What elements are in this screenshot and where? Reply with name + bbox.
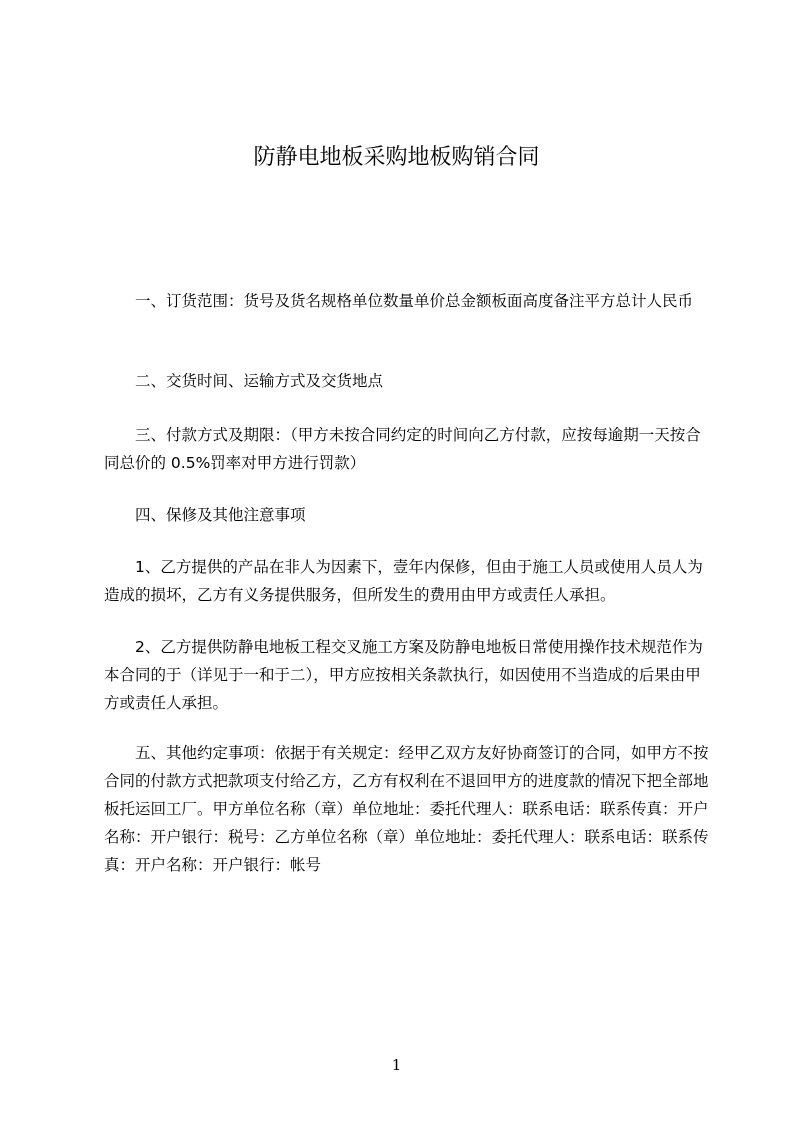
clause-warranty-item-1: 1、乙方提供的产品在非人为因素下，壹年内保修，但由于施工人员或使用人员人为造成的损坏，乙方有义务提供服务，但所发生的费用由甲方或责任人承担。 [104, 558, 703, 604]
clause-payment: 三、付款方式及期限：（甲方未按合同约定的时间向乙方付款，应按每逾期一天按合同总价的 0.5%罚率对甲方进行罚款） [104, 426, 701, 472]
clause-warranty-item-2: 2、乙方提供防静电地板工程交叉施工方案及防静电地板日常使用操作技术规范作为本合同的于（详见于一和于二），甲方应按相关条款执行，如因使用不当造成的后果由甲方或责任人承担。 [104, 638, 703, 712]
clause-other-terms: 五、其他约定事项：依据于有关规定：经甲乙双方友好协商签订的合同，如甲方不按合同的付款方式把款项支付给乙方，乙方有权利在不退回甲方的进度款的情况下把全部地板托运回工厂。甲方单位名称（章）单位地址：委托代理人：联系电话：联系传真：开户名称：开户银行：税号：乙方单位名称（章）单位地址：委托代理人：联系电话：联系传真：开户名称：开户银行：帐号 [104, 744, 709, 874]
clause-order-scope: 一、订货范围：货号及货名规格单位数量单价总金额板面高度备注平方总计人民币 [135, 292, 694, 310]
document-title: 防静电地板采购地板购销合同 [253, 145, 540, 170]
page-number: 1 [391, 1056, 402, 1074]
clause-warranty-heading: 四、保修及其他注意事项 [135, 506, 306, 524]
clause-delivery: 二、交货时间、运输方式及交货地点 [135, 372, 384, 390]
